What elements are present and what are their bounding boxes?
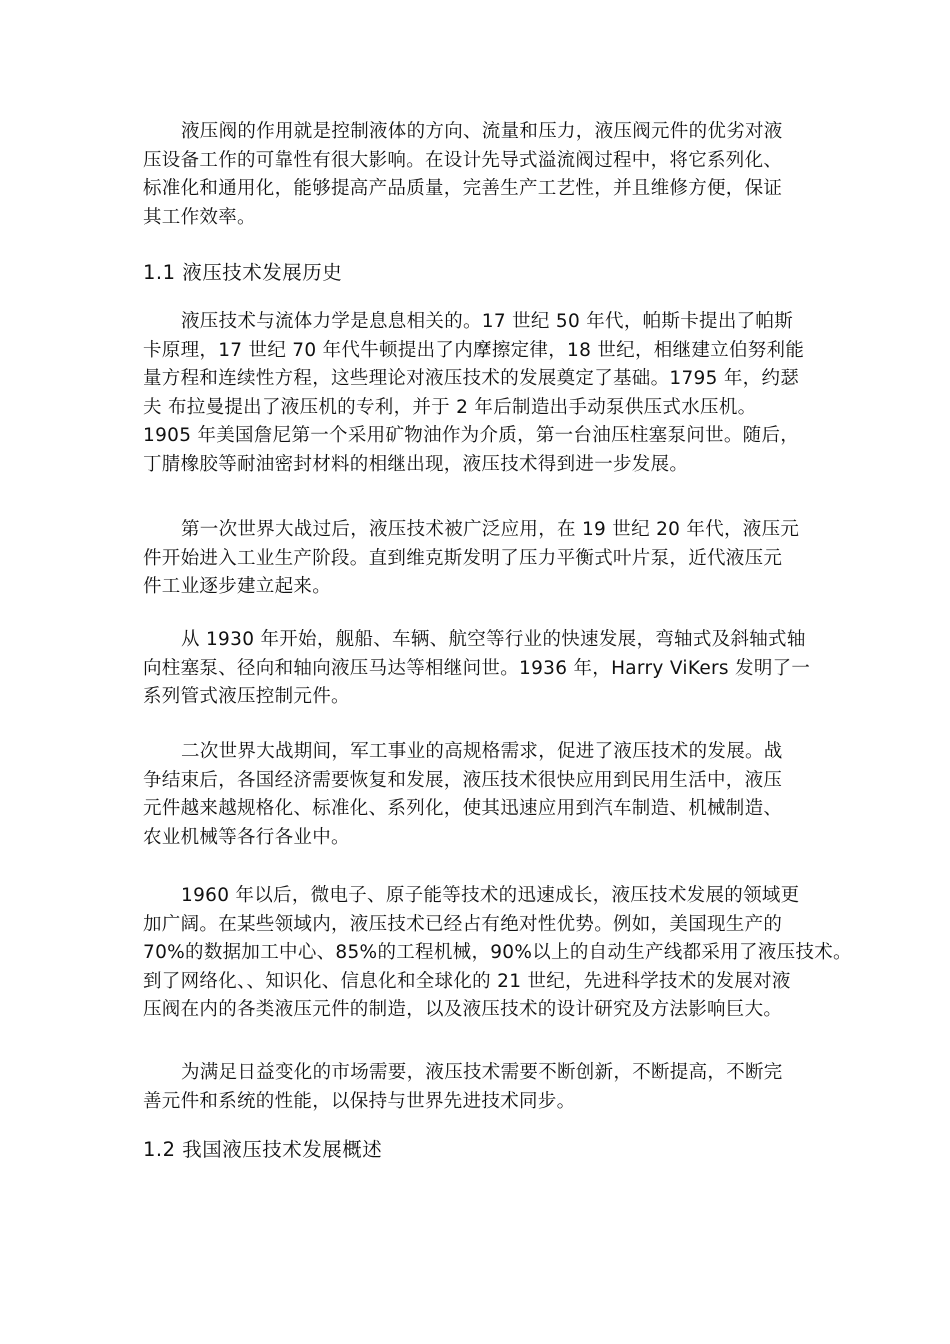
text-line: 系列管式液压控制元件。: [143, 686, 350, 708]
text-line: 液压技术与流体力学是息息相关的。17 世纪 50 年代，帕斯卡提出了帕斯: [181, 311, 794, 332]
text-line: 70%的数据加工中心、85%的工程机械，90%以上的自动生产线都采用了液压技术。: [143, 942, 852, 964]
paragraph-history: [143, 308, 823, 480]
section-heading-1-2: 1.2 我国液压技术发展概述: [143, 1138, 383, 1161]
text-line: 夫 布拉曼提出了液压机的专利，并于 2 年后制造出手动泵供压式水压机。: [143, 396, 757, 418]
text-line: 液压阀的作用就是控制液体的方向、流量和压力，液压阀元件的优劣对液: [181, 121, 783, 142]
text-line: 元件越来越规格化、标准化、系列化，使其迅速应用到汽车制造、机械制造、: [143, 798, 783, 820]
text-line: 标准化和通用化，能够提高产品质量，完善生产工艺性，并且维修方便，保证: [143, 178, 783, 200]
paragraph-1930: [143, 626, 823, 712]
paragraph-intro: [143, 118, 823, 232]
text-line: 卡原理，17 世纪 70 年代牛顿提出了内摩擦定律，18 世纪，相继建立伯努利能: [143, 339, 805, 361]
paragraph-wwi: [143, 516, 823, 602]
text-line: 量方程和连续性方程，这些理论对液压技术的发展奠定了基础。1795 年，约瑟: [143, 368, 800, 390]
text-line: 向柱塞泵、径向和轴向液压马达等相继问世。1936 年，Harry ViKers 发明了一: [143, 657, 811, 679]
text-line: 压阀在内的各类液压元件的制造，以及液压技术的设计研究及方法影响巨大。: [143, 999, 783, 1021]
text-line: 二次世界大战期间，军工事业的高规格需求，促进了液压技术的发展。战: [181, 741, 783, 762]
text-line: 从 1930 年开始，舰船、车辆、航空等行业的快速发展，弯轴式及斜轴式轴: [181, 629, 806, 650]
text-line: 到了网络化、、知识化、信息化和全球化的 21 世纪，先进科学技术的发展对液: [143, 970, 791, 992]
paragraph-wwii: [143, 738, 823, 852]
text-line: 善元件和系统的性能，以保持与世界先进技术同步。: [143, 1090, 576, 1112]
text-line: 丁腈橡胶等耐油密封材料的相继出现，液压技术得到进一步发展。: [143, 453, 689, 475]
text-line: 争结束后，各国经济需要恢复和发展，液压技术很快应用到民用生活中，液压: [143, 769, 783, 791]
text-line: 1960 年以后，微电子、原子能等技术的迅速成长，液压技术发展的领域更: [181, 885, 800, 906]
text-line: 其工作效率。: [143, 206, 256, 228]
text-line: 压设备工作的可靠性有很大影响。在设计先导式溢流阀过程中，将它系列化、: [143, 149, 783, 171]
section-heading-1-1: 1.1 液压技术发展历史: [143, 261, 343, 284]
text-line: 加广阔。在某些领域内，液压技术已经占有绝对性优势。例如，美国现生产的: [143, 913, 783, 935]
text-line: 为满足日益变化的市场需要，液压技术需要不断创新，不断提高，不断完: [181, 1062, 783, 1083]
text-line: 农业机械等各行各业中。: [143, 826, 350, 848]
paragraph-1960: [143, 882, 852, 1025]
text-line: 第一次世界大战过后，液压技术被广泛应用，在 19 世纪 20 年代，液压元: [181, 519, 800, 540]
text-line: 1905 年美国詹尼第一个采用矿物油作为介质，第一台油压柱塞泵问世。随后，: [143, 425, 800, 447]
paragraph-market: [143, 1059, 823, 1116]
text-line: 件开始进入工业生产阶段。直到维克斯发明了压力平衡式叶片泵，近代液压元: [143, 547, 783, 569]
text-line: 件工业逐步建立起来。: [143, 576, 332, 598]
